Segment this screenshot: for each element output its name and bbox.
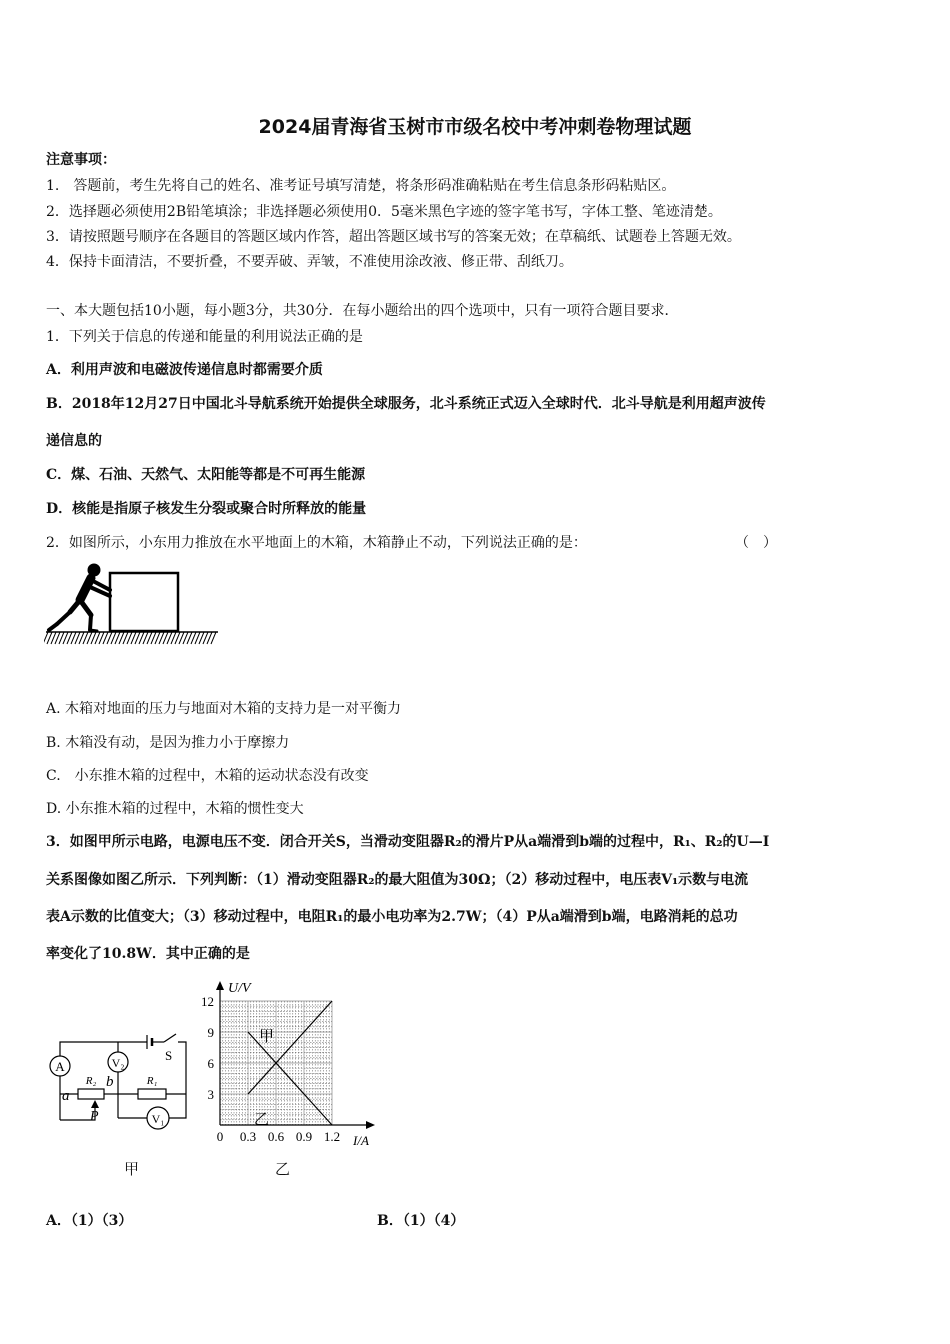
q2-option-a: A. 木箱对地面的压力与地面对木箱的支持力是一对平衡力 bbox=[46, 701, 402, 717]
q2-answer-paren: （ ） bbox=[735, 535, 777, 551]
ammeter-label: A bbox=[55, 1059, 65, 1074]
slider-p-label: P bbox=[90, 1109, 99, 1124]
wooden-box bbox=[110, 573, 178, 631]
notice-item-1: 1. 答题前，考生先将自己的姓名、准考证号填写清楚，将条形码准确粘贴在考生信息条形码粘贴区。 bbox=[46, 178, 676, 194]
y-tick-label: 3 bbox=[207, 1087, 214, 1102]
q3-stem-line2: 关系图像如图乙所示．下列判断：（1）滑动变阻器R₂的最大阻值为30Ω；（2）移动过程中，电压表V₁示数与电流 bbox=[46, 872, 749, 888]
y-axis-label: U/V bbox=[228, 981, 251, 996]
circuit-diagram bbox=[40, 1020, 200, 1140]
notice-item-3: 3．请按照题号顺序在各题目的答题区域内作答，超出答题区域书写的答案无效；在草稿纸、试题卷上答题无效。 bbox=[46, 229, 741, 245]
push-box-figure bbox=[44, 560, 220, 650]
x-axis-arrow bbox=[366, 1121, 375, 1129]
x-tick-label: 0.6 bbox=[267, 1129, 285, 1144]
x-axis-label: I/A bbox=[353, 1133, 369, 1148]
rheostat-r2 bbox=[78, 1089, 104, 1099]
b-terminal-label: b bbox=[106, 1074, 114, 1090]
v1-label: V₁ bbox=[151, 1112, 165, 1126]
y-axis-arrow bbox=[216, 981, 224, 990]
q1-option-b-line1: B．2018年12月27日中国北斗导航系统开始提供全球服务，北斗系统正式迈入全球时代．北斗导航是利用超声波传 bbox=[46, 396, 766, 412]
q1-stem: 1．下列关于信息的传递和能量的利用说法正确的是 bbox=[46, 329, 363, 345]
x-tick-label: 0.3 bbox=[239, 1129, 257, 1144]
q2-option-b: B. 木箱没有动，是因为推力小于摩擦力 bbox=[46, 735, 290, 751]
q3-option-b: B．（1）（4） bbox=[377, 1213, 465, 1229]
page-title: 2024届青海省玉树市市级名校中考冲刺卷物理试题 bbox=[258, 116, 692, 138]
x-tick-label: 0 bbox=[216, 1129, 224, 1144]
q1-option-d: D．核能是指原子核发生分裂或聚合时所释放的能量 bbox=[46, 501, 367, 517]
circuit-caption: 甲 bbox=[124, 1160, 140, 1178]
graph-caption: 乙 bbox=[275, 1160, 291, 1178]
series-label-jia: 甲 bbox=[259, 1029, 275, 1045]
switch-s-label: S bbox=[165, 1048, 173, 1063]
u-i-graph bbox=[196, 975, 386, 1155]
slider-arrow bbox=[91, 1100, 99, 1108]
resistor-r1 bbox=[138, 1089, 166, 1099]
q3-stem-line3: 表A示数的比值变大；（3）移动过程中，电阻R₁的最小电功率为2.7W；（4）P从a端滑到b端，电路消耗的总功 bbox=[46, 909, 738, 925]
q2-stem: 2．如图所示，小东用力推放在水平地面上的木箱，木箱静止不动，下列说法正确的是： bbox=[46, 535, 587, 551]
y-tick-label: 12 bbox=[201, 994, 214, 1009]
a-terminal-label: a bbox=[62, 1088, 70, 1104]
q1-option-c: C．煤、石油、天然气、太阳能等都是不可再生能源 bbox=[46, 467, 366, 483]
r2-label: R₂ bbox=[85, 1075, 97, 1087]
section-heading: 一、本大题包括10小题，每小题3分，共30分．在每小题给出的四个选项中，只有一项符合题目要求． bbox=[46, 303, 679, 319]
q3-stem-line1: 3．如图甲所示电路，电源电压不变．闭合开关S，当滑动变阻器R₂的滑片P从a端滑到b端的过程中，R₁、R₂的U—I bbox=[46, 834, 770, 850]
notice-item-2: 2．选择题必须使用2B铅笔填涂；非选择题必须使用0．5毫米黑色字迹的签字笔书写，字体工整、笔迹清楚。 bbox=[46, 204, 722, 220]
q3-option-a: A．（1）（3） bbox=[46, 1213, 133, 1229]
r1-label: R₁ bbox=[146, 1075, 158, 1087]
notice-item-4: 4．保持卡面清洁，不要折叠，不要弄破、弄皱，不准使用涂改液、修正带、刮纸刀。 bbox=[46, 254, 573, 270]
q1-option-b-line2: 递信息的 bbox=[46, 433, 102, 449]
q3-stem-line4: 率变化了10.8W．其中正确的是 bbox=[46, 946, 250, 962]
q2-option-c: C. 小东推木箱的过程中，木箱的运动状态没有改变 bbox=[46, 768, 369, 784]
y-tick-label: 9 bbox=[207, 1025, 214, 1040]
ground-hatch bbox=[44, 632, 216, 644]
q1-option-a: A．利用声波和电磁波传递信息时都需要介质 bbox=[46, 362, 323, 378]
x-tick-label: 1.2 bbox=[323, 1129, 341, 1144]
q2-option-d: D. 小东推木箱的过程中，木箱的惯性变大 bbox=[46, 801, 304, 817]
notice-heading: 注意事项： bbox=[46, 152, 116, 168]
y-tick-label: 6 bbox=[207, 1056, 214, 1071]
x-tick-label: 0.9 bbox=[295, 1129, 313, 1144]
series-label-yi: 乙 bbox=[254, 1112, 270, 1128]
v2-label: V₂ bbox=[111, 1056, 125, 1070]
person-pushing-icon bbox=[49, 564, 110, 632]
